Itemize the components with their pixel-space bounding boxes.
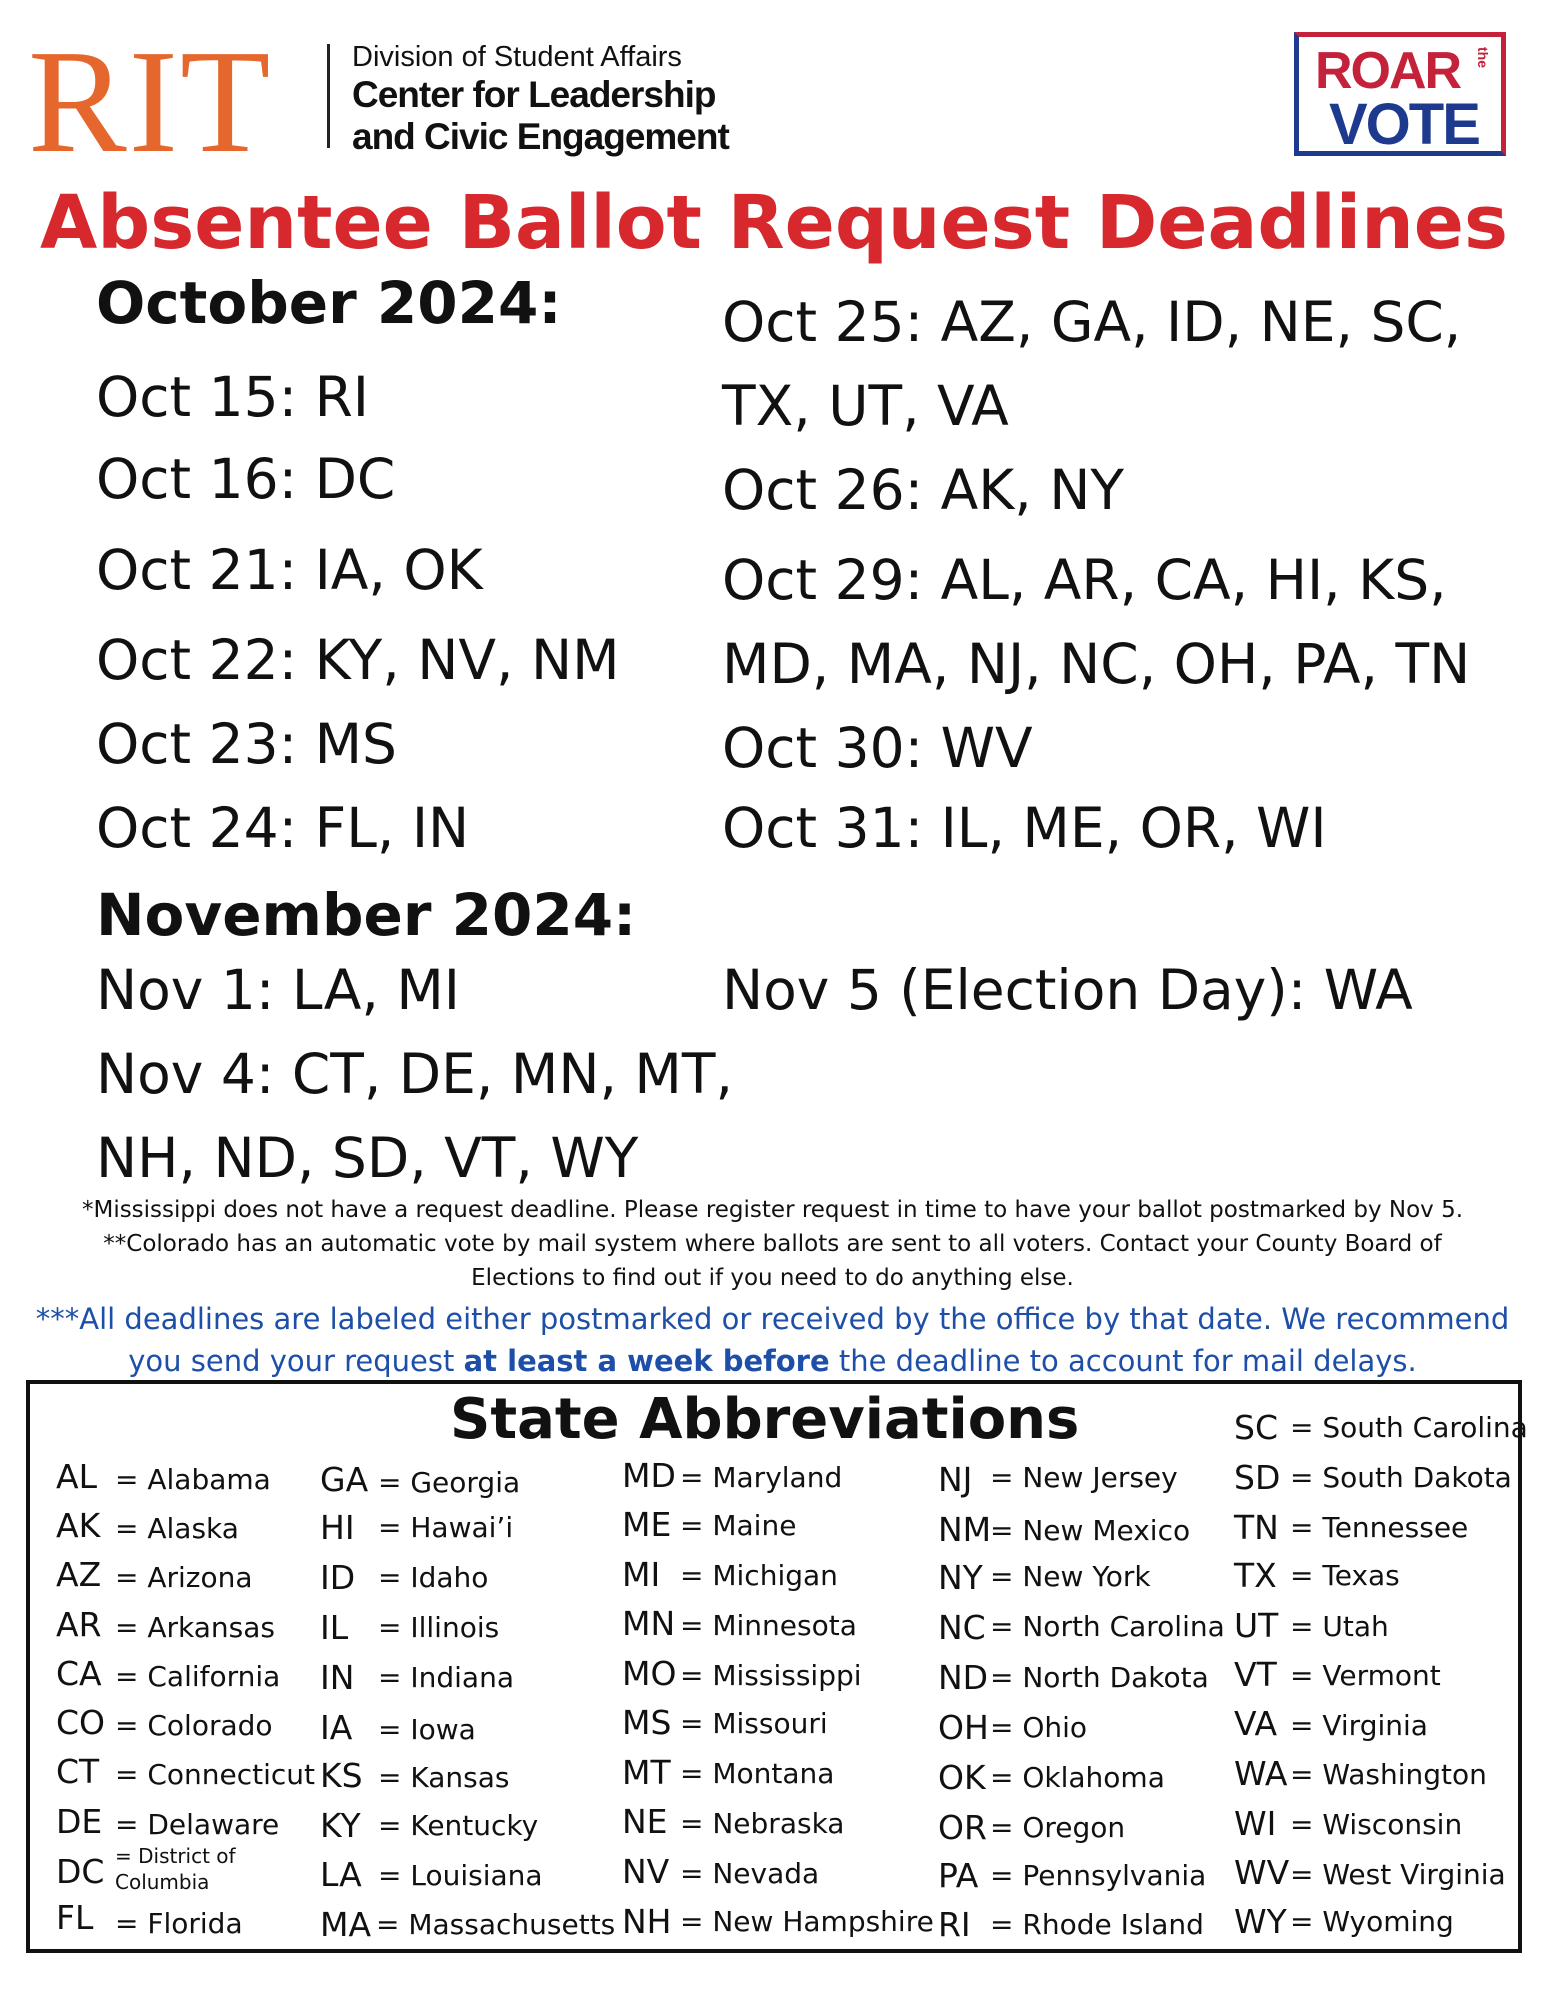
- state-abbr: UT: [1234, 1606, 1279, 1645]
- state-abbr: WA: [1234, 1754, 1288, 1793]
- center-name-line2: and Civic Engagement: [352, 116, 729, 157]
- state-abbr: RI: [938, 1905, 971, 1944]
- state-abbr: MN: [622, 1604, 676, 1643]
- state-abbr: IA: [320, 1708, 353, 1747]
- state-name: = West Virginia: [1290, 1858, 1506, 1891]
- department-name: [352, 40, 729, 158]
- state-abbr: MD: [622, 1456, 676, 1495]
- state-abbr: ME: [622, 1505, 672, 1544]
- state-name: = Michigan: [680, 1559, 838, 1592]
- state-name: = Nebraska: [680, 1807, 845, 1840]
- state-name: = Arkansas: [115, 1611, 275, 1644]
- deadline-entry: Nov 1: LA, MI: [96, 958, 460, 1022]
- state-name: = Maine: [680, 1509, 797, 1542]
- state-name: = Kentucky: [378, 1809, 539, 1842]
- state-name: = Wyoming: [1290, 1905, 1454, 1938]
- deadline-entry: Oct 15: RI: [96, 365, 370, 429]
- state-name: = Oregon: [990, 1811, 1126, 1844]
- state-name: = Illinois: [378, 1611, 500, 1644]
- state-name: = Texas: [1290, 1559, 1400, 1592]
- state-abbr: VA: [1234, 1704, 1278, 1743]
- state-name: = Montana: [680, 1757, 835, 1790]
- state-name: = Vermont: [1290, 1659, 1441, 1692]
- deadline-entry: Oct 30: WV: [722, 716, 1033, 780]
- october-heading: October 2024:: [96, 269, 562, 337]
- state-name: = New Hampshire: [680, 1905, 934, 1938]
- state-name: = Alabama: [115, 1463, 271, 1496]
- state-abbr: KY: [320, 1806, 361, 1845]
- state-abbr: NV: [622, 1852, 670, 1891]
- state-abbr: MT: [622, 1753, 671, 1792]
- state-abbr: IL: [320, 1608, 349, 1647]
- deadline-entry: NH, ND, SD, VT, WY: [96, 1126, 639, 1190]
- state-abbr: NJ: [938, 1460, 973, 1499]
- deadline-entry: TX, UT, VA: [722, 374, 1009, 438]
- state-name: = North Dakota: [990, 1661, 1209, 1694]
- recommendation-text: you send your request: [128, 1344, 464, 1378]
- header-divider: [327, 44, 330, 148]
- state-name: = Florida: [115, 1907, 243, 1940]
- deadline-entry: Oct 24: FL, IN: [96, 796, 470, 860]
- state-name: = Mississippi: [680, 1659, 862, 1692]
- roar-the-vote-logo: [1294, 32, 1506, 156]
- state-abbr: KS: [320, 1756, 363, 1795]
- state-abbr: PA: [938, 1856, 979, 1895]
- state-name: = South Carolina: [1290, 1411, 1528, 1444]
- state-abbr: DC: [56, 1852, 105, 1891]
- state-abbr: FL: [56, 1898, 94, 1937]
- state-abbr: SD: [1234, 1458, 1281, 1497]
- state-abbr: GA: [320, 1460, 369, 1499]
- state-abbr: OK: [938, 1758, 986, 1797]
- state-name: = Iowa: [378, 1713, 476, 1746]
- deadline-entry: Oct 31: IL, ME, OR, WI: [722, 796, 1327, 860]
- state-name: = Kansas: [378, 1761, 510, 1794]
- recommendation-line1: ***All deadlines are labeled either postmarked or received by the office by that date. We recommend: [35, 1302, 1510, 1336]
- badge-the-text: the: [1475, 47, 1491, 68]
- division-label: Division of Student Affairs: [352, 41, 682, 73]
- state-abbr: NY: [938, 1558, 983, 1597]
- state-name: = Hawai’i: [378, 1511, 514, 1544]
- deadline-entry: Nov 4: CT, DE, MN, MT,: [96, 1042, 733, 1106]
- deadline-entry: MD, MA, NJ, NC, OH, PA, TN: [722, 632, 1471, 696]
- rit-logo: RIT: [28, 20, 273, 184]
- state-abbr: NC: [938, 1608, 986, 1647]
- state-abbr: TN: [1234, 1508, 1279, 1547]
- state-abbr: ND: [938, 1658, 989, 1697]
- state-abbr: OH: [938, 1708, 989, 1747]
- deadline-entry: Oct 29: AL, AR, CA, HI, KS,: [722, 548, 1447, 612]
- state-abbr: NE: [622, 1802, 668, 1841]
- center-name-line1: Center for Leadership: [352, 74, 716, 115]
- state-name: = Massachusetts: [376, 1908, 616, 1941]
- badge-roar-text: ROAR: [1315, 42, 1461, 100]
- state-abbr: VT: [1234, 1655, 1277, 1694]
- state-name: = District of Columbia: [115, 1844, 236, 1894]
- state-name: = Missouri: [680, 1707, 828, 1740]
- state-name: = New York: [990, 1560, 1151, 1593]
- state-name: = Utah: [1290, 1610, 1389, 1643]
- recommendation-line2: [0, 1340, 1545, 1382]
- state-name: = Virginia: [1290, 1709, 1428, 1742]
- state-abbr: WY: [1234, 1902, 1287, 1941]
- state-name: = California: [115, 1660, 281, 1693]
- recommendation-emphasis: at least a week before: [463, 1344, 830, 1378]
- state-name: = Maryland: [680, 1461, 843, 1494]
- state-name: = Indiana: [378, 1661, 514, 1694]
- state-abbr: AK: [56, 1506, 101, 1545]
- state-abbr: LA: [320, 1855, 362, 1894]
- state-name: = New Mexico: [990, 1514, 1191, 1547]
- state-name: = Ohio: [990, 1711, 1088, 1744]
- state-abbr: MA: [320, 1905, 372, 1944]
- state-name: = Connecticut: [115, 1758, 316, 1791]
- state-abbr: ID: [320, 1558, 356, 1597]
- state-abbr: TX: [1234, 1556, 1277, 1595]
- state-name: = Colorado: [115, 1709, 273, 1742]
- deadline-entry: Oct 22: KY, NV, NM: [96, 628, 620, 692]
- deadline-entry: Nov 5 (Election Day): WA: [722, 958, 1413, 1022]
- state-name: = Delaware: [115, 1808, 280, 1841]
- state-abbr: AR: [56, 1605, 102, 1644]
- state-name: = Georgia: [378, 1466, 521, 1499]
- state-name: = Alaska: [115, 1512, 239, 1545]
- state-abbr: MS: [622, 1703, 672, 1742]
- state-name: = Arizona: [115, 1561, 253, 1594]
- state-name: = Pennsylvania: [990, 1859, 1207, 1892]
- state-abbr: NH: [622, 1902, 672, 1941]
- deadline-entry: Oct 25: AZ, GA, ID, NE, SC,: [722, 290, 1462, 354]
- state-name: = Idaho: [378, 1561, 489, 1594]
- state-abbr: CT: [56, 1752, 100, 1791]
- state-abbr: AZ: [56, 1555, 102, 1594]
- deadline-entry: Oct 23: MS: [96, 712, 397, 776]
- state-abbr: NM: [938, 1510, 992, 1549]
- state-name: = Wisconsin: [1290, 1808, 1463, 1841]
- state-name: = Tennessee: [1290, 1511, 1469, 1544]
- state-name: = Rhode Island: [990, 1908, 1204, 1941]
- november-heading: November 2024:: [96, 881, 637, 949]
- state-abbr: MO: [622, 1654, 677, 1693]
- footnote-colorado-line1: **Colorado has an automatic vote by mail system where ballots are sent to all voters. Contact your County Board of: [103, 1231, 1442, 1257]
- deadline-entry: Oct 26: AK, NY: [722, 458, 1124, 522]
- state-abbreviations-title: State Abbreviations: [450, 1387, 1080, 1452]
- state-abbr: CO: [56, 1703, 106, 1742]
- state-name: = North Carolina: [990, 1610, 1225, 1643]
- state-abbr: WV: [1234, 1853, 1290, 1892]
- state-abbr: OR: [938, 1808, 987, 1847]
- state-abbr: MI: [622, 1555, 661, 1594]
- state-name: = South Dakota: [1290, 1461, 1512, 1494]
- state-abbr: DE: [56, 1802, 103, 1841]
- deadline-entry: Oct 21: IA, OK: [96, 538, 483, 602]
- state-abbr: SC: [1234, 1408, 1278, 1447]
- page-title: Absentee Ballot Request Deadlines: [39, 180, 1509, 266]
- state-name: = Louisiana: [378, 1859, 543, 1892]
- state-abbr: HI: [320, 1508, 355, 1547]
- state-name: = Minnesota: [680, 1609, 857, 1642]
- footnote-mississippi: *Mississippi does not have a request deadline. Please register request in time to have your ballot postmarked by Nov 5.: [81, 1197, 1464, 1223]
- state-name: = Washington: [1290, 1758, 1487, 1791]
- deadline-entry: Oct 16: DC: [96, 447, 396, 511]
- badge-vote-text: VOTE: [1329, 92, 1479, 157]
- state-abbr: IN: [320, 1658, 355, 1697]
- footnote-colorado-line2: Elections to find out if you need to do anything else.: [471, 1265, 1074, 1291]
- state-abbr: WI: [1234, 1804, 1277, 1843]
- state-name: = New Jersey: [990, 1461, 1178, 1494]
- state-abbr: CA: [56, 1654, 102, 1693]
- state-abbr: AL: [56, 1457, 97, 1496]
- state-name: = Nevada: [680, 1857, 820, 1890]
- state-name: = Oklahoma: [990, 1761, 1165, 1794]
- recommendation-text: the deadline to account for mail delays.: [829, 1344, 1417, 1378]
